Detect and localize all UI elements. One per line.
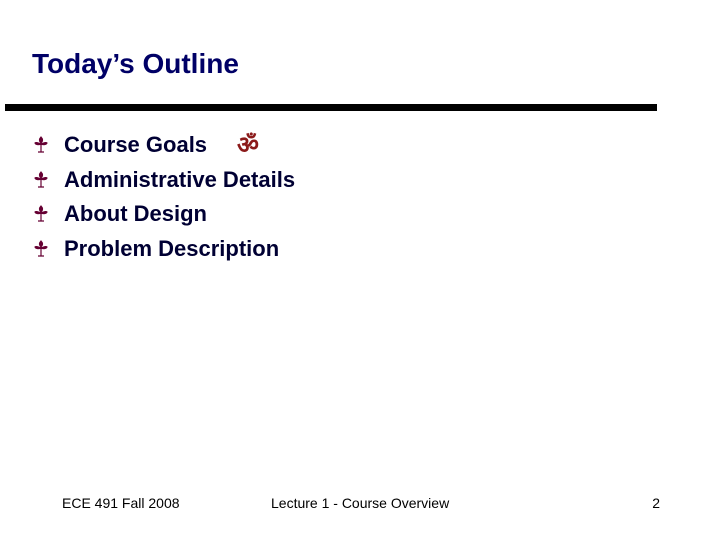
page-number: 2 bbox=[652, 495, 660, 511]
outline-item-label: About Design bbox=[64, 201, 207, 227]
fleur-bullet-icon bbox=[34, 203, 64, 225]
list-item bbox=[34, 197, 295, 232]
list-item bbox=[34, 163, 295, 198]
fleur-bullet-icon bbox=[34, 134, 64, 156]
fleur-bullet-icon bbox=[34, 238, 64, 260]
slide-title: Today’s Outline bbox=[32, 48, 239, 79]
list-item bbox=[34, 232, 295, 267]
outline-item-label: Course Goals bbox=[64, 132, 208, 158]
outline-item-label: Administrative Details bbox=[64, 166, 296, 192]
list-item bbox=[34, 128, 295, 163]
fleur-bullet-icon bbox=[34, 169, 64, 191]
om-symbol: ॐ bbox=[237, 131, 259, 160]
footer-lecture-title: Lecture 1 - Course Overview bbox=[271, 495, 450, 511]
outline-list bbox=[34, 128, 295, 266]
outline-item-label: Problem Description bbox=[64, 235, 280, 261]
title-divider bbox=[5, 104, 657, 111]
footer-course-label: ECE 491 Fall 2008 bbox=[62, 495, 180, 511]
